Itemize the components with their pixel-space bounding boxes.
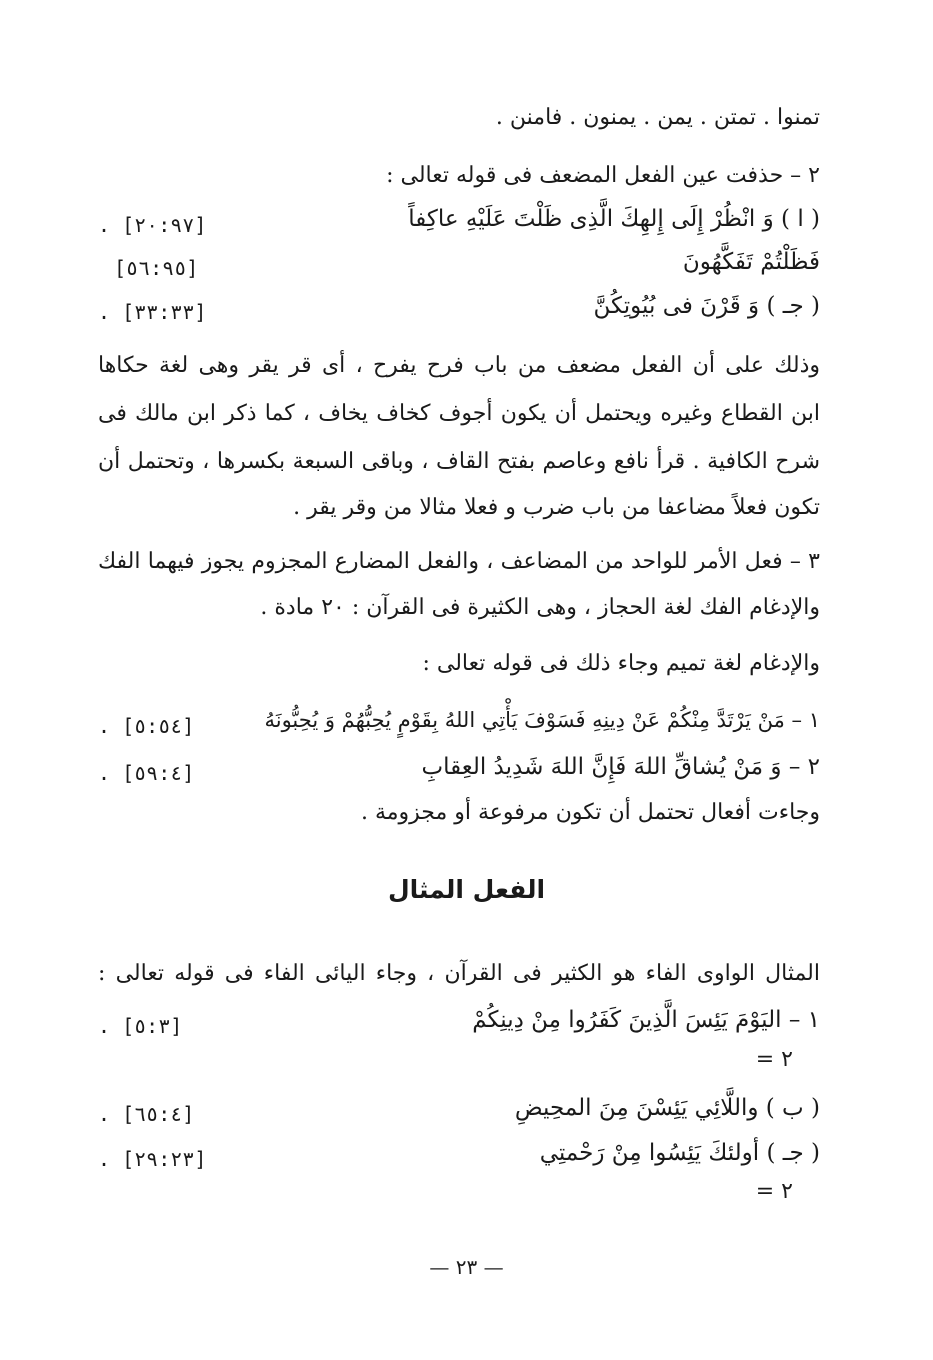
paragraph-line: والإدغام الفك لغة الحجاز ، وهى الكثيرة فى القرآن : ٢٠ مادة . — [260, 595, 820, 620]
paragraph-line: المثال الواوى الفاء هو الكثير فى القرآن ، وجاء اليائى الفاء فى قوله تعالى : — [98, 961, 820, 986]
verse-line: ١ – مَنْ يَرْتَدَّ مِنْكُمْ عَنْ دِينِهِ فَسَوْفَ يَأْتِي اللهُ بِقَوْمٍ يُحِبُّهُمْ وَ يُحِبُّونَهُ — [264, 708, 820, 732]
verse-reference: [٥٦:٩٥] — [114, 256, 199, 280]
verse-line: ١ – اليَوْمَ يَئِسَ الَّذِينَ كَفَرُوا مِنْ دِينِكُمْ — [472, 1007, 820, 1033]
text-line: تمنوا . تمتن . يمن . يمنون . فامنن . — [495, 105, 820, 130]
verse-reference: . [٥٩:٤] — [98, 761, 195, 785]
section-item-3: ٣ – فعل الأمر للواحد من المضاعف ، والفعل المضارع المجزوم يجوز فيهما الفك — [98, 549, 820, 574]
paragraph-line: وذلك على أن الفعل مضعف من باب فرح يفرح ، أى قر يقر وهى لغة حكاها — [98, 353, 820, 378]
paragraph-line: تكون فعلاً مضاعفا من باب ضرب و فعلا مثالا من وقر يقر . — [293, 495, 820, 520]
verse-line: ( جـ ) وَ قَرْنَ فى بُيُوتِكُنَّ — [593, 293, 820, 319]
verse-line: ( ب ) واللَّائِي يَئِسْنَ مِنَ المحِيضِ — [514, 1095, 820, 1121]
paragraph-line: ابن القطاع وغيره ويحتمل أن يكون أجوف كخاف يخاف ، كما ذكر ابن مالك فى — [98, 401, 820, 426]
verse-reference: . [٢٩:٢٣] — [98, 1147, 207, 1171]
verse-reference: . [٣٣:٣٣] — [98, 300, 207, 324]
paragraph-line: وجاءت أفعال تحتمل أن تكون مرفوعة أو مجزومة . — [360, 800, 820, 825]
equals-marker: ٢ = — [755, 1047, 793, 1072]
section-item-2: ٢ – حذفت عين الفعل المضعف فى قوله تعالى : — [386, 163, 820, 188]
paragraph-line: والإدغام لغة تميم وجاء ذلك فى قوله تعالى : — [422, 651, 820, 676]
equals-marker: ٢ = — [755, 1179, 793, 1204]
verse-reference: . [٦٥:٤] — [98, 1102, 195, 1126]
verse-line: فَظَلْتُمْ تَفَكَّهُونَ — [682, 249, 820, 275]
paragraph-line: شرح الكافية . قرأ نافع وعاصم بفتح القاف ، وباقى السبعة بكسرها ، وتحتمل أن — [98, 449, 820, 474]
page-number: — ٢٣ — — [429, 1255, 504, 1279]
verse-reference: . [٥:٣] — [98, 1014, 183, 1038]
verse-line: ( ا ) وَ انْظُرْ إِلَى إِلهِكَ الَّذِى ظَلْتَ عَلَيْهِ عاكِفاً — [408, 206, 820, 232]
verse-line: ( جـ ) أولئكَ يَئِسُوا مِنْ رَحْمتِي — [539, 1140, 820, 1166]
section-heading: الفعل المثال — [387, 875, 546, 904]
verse-reference: . [٥:٥٤] — [98, 714, 195, 738]
verse-reference: . [٢٠:٩٧] — [98, 213, 207, 237]
verse-line: ٢ – وَ مَنْ يُشاقِّ اللهَ فَإِنَّ اللهَ شَدِيدُ العِقابِ — [421, 754, 820, 780]
